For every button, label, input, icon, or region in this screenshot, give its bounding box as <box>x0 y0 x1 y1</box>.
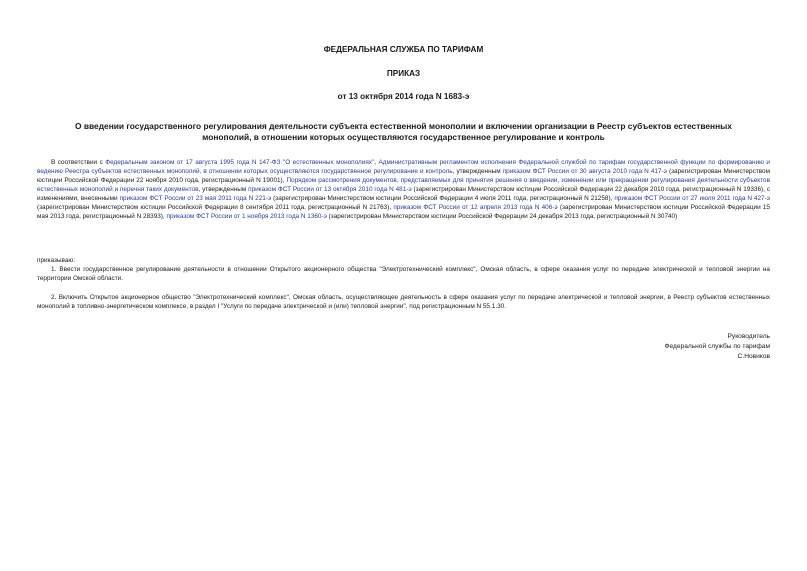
preamble-text: , <box>374 159 379 166</box>
link-order-406[interactable]: приказом ФСТ России от 12 апреля 2013 года N 406-э <box>393 204 558 211</box>
preamble-paragraph <box>37 158 770 221</box>
signature-name: С.Новиков <box>737 353 770 360</box>
preamble-text: (зарегистрирован Министерством юстиции Российской Федерации 8 сентября 2011 года, регистрационный N 21763), <box>37 204 394 211</box>
preamble-text: В соответствии с <box>51 159 106 166</box>
preamble-text: (зарегистрирован Министерством юстиции Российской Федерации 22 декабря 2010 года, регистрационный N 19336), с изменениями, внесенными <box>37 186 771 202</box>
signature-organization: Федеральной службы по тарифам <box>664 343 770 350</box>
agency-name: ФЕДЕРАЛЬНАЯ СЛУЖБА ПО ТАРИФАМ <box>323 45 484 54</box>
orders-word: приказываю: <box>37 257 75 264</box>
link-order-481[interactable]: приказом ФСТ России от 13 октября 2010 года N 481-э <box>248 186 412 193</box>
preamble-text: , утвержденным <box>452 168 503 175</box>
link-document-review-procedure[interactable]: Порядком рассмотрения документов, представляемых для принятия решения о введении, изменении или прекращении регулирования деятельности субъектов естественных монополий и перечня таких документов <box>37 177 770 193</box>
link-order-1360[interactable]: приказом ФСТ России от 1 ноября 2013 года N 1360-э <box>166 213 327 220</box>
preamble-text: (зарегистрирован Министерством юстиции Российской Федерации 22 ноября 2010 года, регистрационный N 19001), <box>37 168 771 184</box>
order-item-1: 1. Ввести государственное регулирование деятельности в отношении Открытого акционерного общества "Электротехнический комплекс", Омская область, в сфере оказания услуг по передаче электрической и тепловой энергии на территории Омской области. <box>37 266 770 282</box>
preamble-text: (зарегистрирован Министерством юстиции Российской Федерации 4 июля 2011 года, регистрационный N 21258), <box>271 195 615 202</box>
link-order-221[interactable]: приказом ФСТ России от 23 мая 2011 года N 221-э <box>119 195 272 202</box>
link-admin-regulation[interactable]: Административным регламентом исполнения Федеральной службой по тарифам государственной функции по формированию и ведению Реестра субъектов естественных монополий, в отношении которых осуществляются государственное регулирование и контроль <box>37 159 770 175</box>
link-order-417[interactable]: приказом ФСТ России от 30 августа 2010 года N 417-э <box>502 168 667 175</box>
link-order-427[interactable]: приказом ФСТ России от 27 июля 2011 года N 427-э <box>614 195 770 202</box>
document-title: О введении государственного регулирования деятельности субъекта естественной монополии и включении организации в Реестр субъектов естественных монополий, в отношении которых осуществляются государственное регулирование и контроль <box>75 121 732 142</box>
preamble-text: (зарегистрирован Министерством юстиции Российской Федерации 15 мая 2013 года, регистрационный N 28393), <box>37 204 770 220</box>
document-date-number: от 13 октября 2014 года N 1683-э <box>337 92 470 101</box>
preamble-text: , утвержденным <box>198 186 249 193</box>
link-federal-law-147[interactable]: Федеральным законом от 17 августа 1995 года N 147-ФЗ "О естественных монополиях" <box>105 159 375 166</box>
order-item-2: 2. Включить Открытое акционерное общество "Электротехнический комплекс", Омская область, осуществляющее деятельность в сфере оказания услуг по передаче электрической и тепловой энергии, в Реестр субъектов естественных монополий в топливно-энергетическом комплексе, в раздел I "Услуги по передаче электрической и (или) тепловой энергии", под регистрационным N 55.1.30. <box>37 294 770 310</box>
document-type: ПРИКАЗ <box>386 69 421 78</box>
preamble-text: (зарегистрирован Министерством юстиции Российской Федерации 24 декабря 2013 года, регистрационный N 30740) <box>326 213 678 220</box>
signature-position: Руководитель <box>727 333 770 340</box>
